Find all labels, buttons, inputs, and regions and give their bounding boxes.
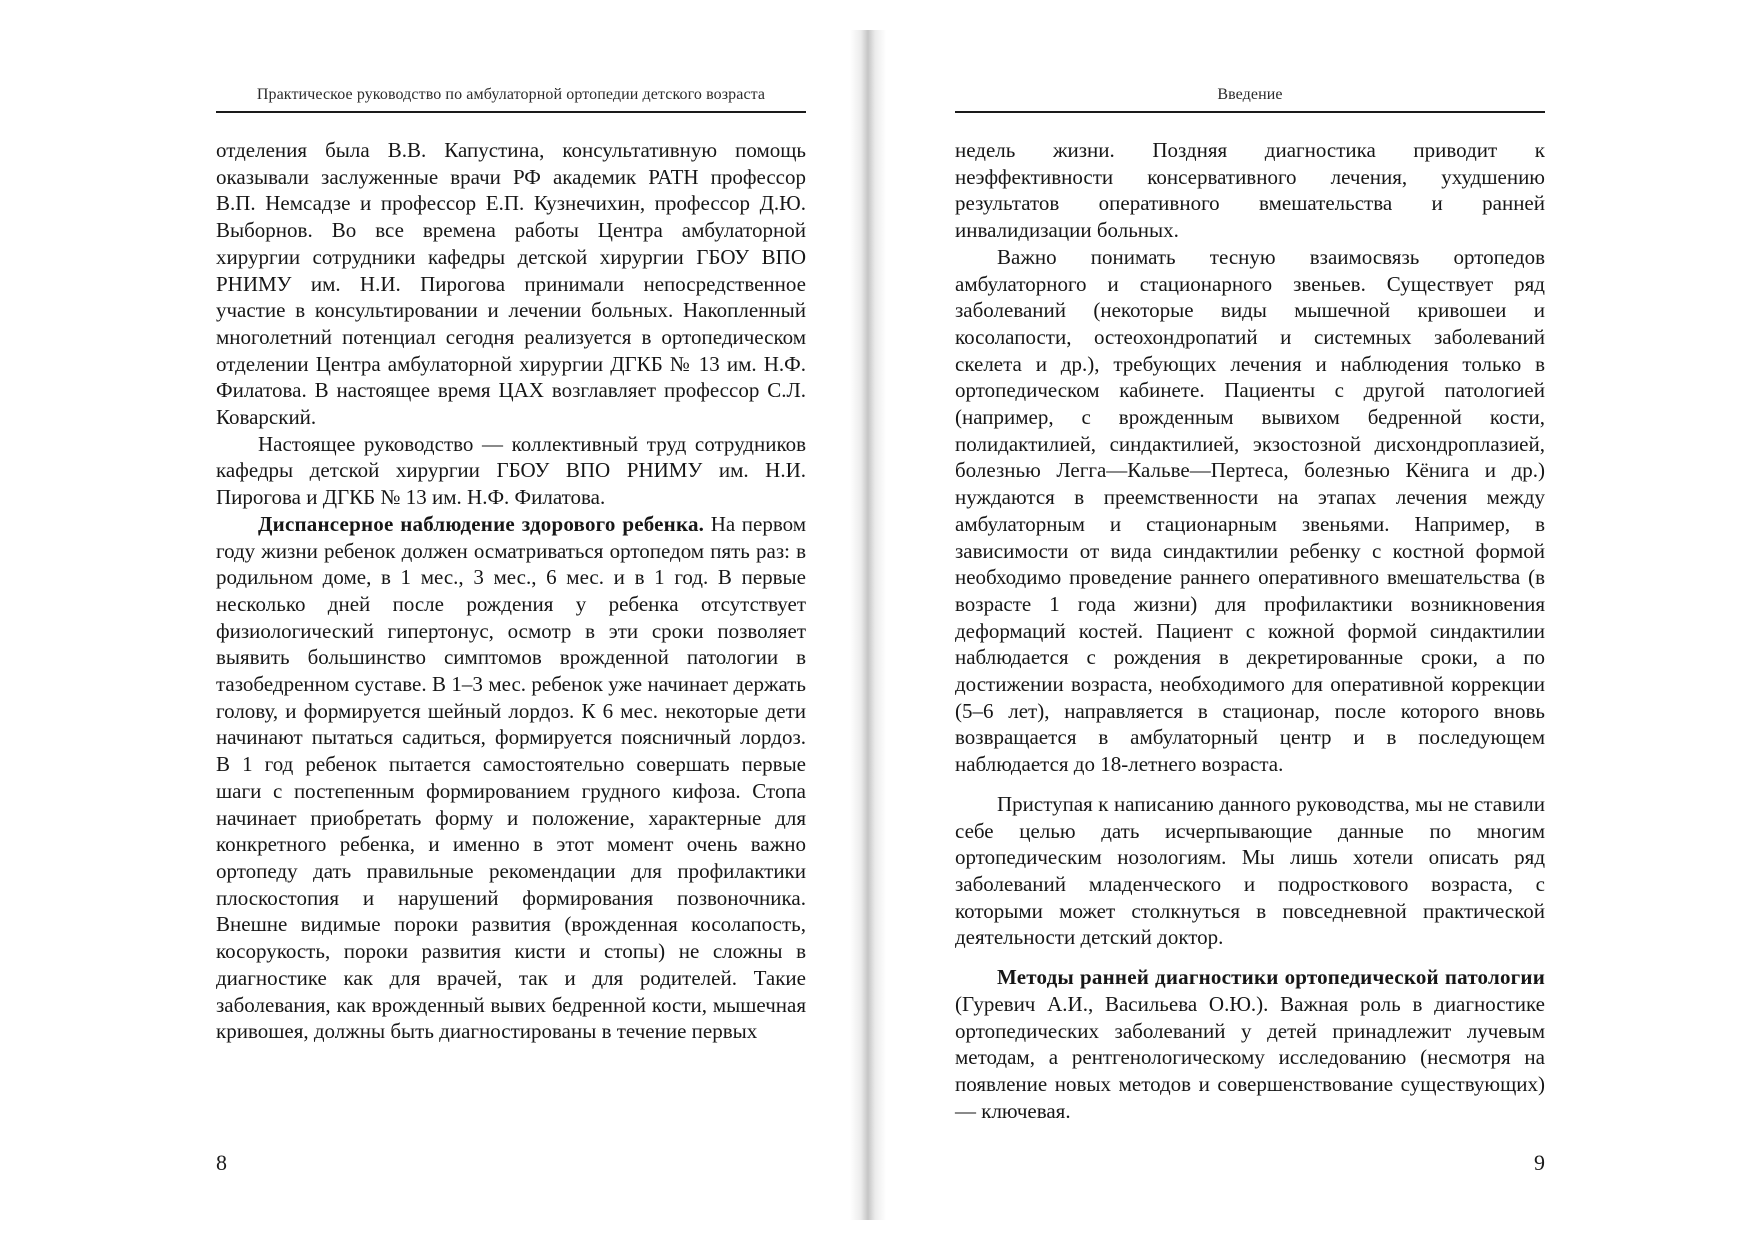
left-body-text (216, 137, 806, 1045)
right-section-heading: Методы ранней диагностики ортопедической патологии (997, 965, 1545, 990)
right-page-number: 9 (1534, 1150, 1545, 1175)
left-paragraph-1: отделения была В.В. Капустина, консультативную помощь оказывали заслуженные врачи РФ академик РАТН профессор В.П. Немсадзе и профессор Е.П. Кузнечихин, профессор Д.Ю. Выборнов. Во все времена работы Центра амбулаторной хирургии сотрудники кафедры детской хирургии ГБОУ ВПО РНИМУ им. Н.И. Пирогова принимали непосредственное участие в консультировании и лечении больных. Накопленный многолетний потенциал сегодня реализуется в ортопедическом отделении Центра амбулаторной хирургии ДГКБ № 13 им. Н.Ф. Филатова. В настоящее время ЦАХ возглавляет профессор С.Л. Коварский. (216, 138, 806, 430)
right-paragraph-4 (955, 964, 1545, 1124)
left-running-head: Практическое руководство по амбулаторной ортопедии детского возраста (256, 86, 766, 103)
right-body-text (955, 137, 1545, 1124)
right-running-head: Введение (1217, 86, 1283, 103)
right-paragraph-3: Приступая к написанию данного руководства, мы не ставили себе целью дать исчерпывающие данные по многим ортопедическим нозологиям. Мы лишь хотели описать ряд заболеваний младенческого и подросткового возраста, с которыми может столкнуться в повседневной практической деятельности детский доктор. (955, 791, 1545, 950)
right-paragraph-4-text: (Гуревич А.И., Васильева О.Ю.). Важная роль в диагностике ортопедических заболеваний у детей принадлежит лучевым методам, а рентгенологическому исследованию (несмотря на появление новых методов и совершенствование существующих) — ключевая. (955, 991, 1545, 1123)
right-paragraph-2: Важно понимать тесную взаимосвязь ортопедов амбулаторного и стационарного звеньев. Существует ряд заболеваний (некоторые виды мышечной кривошеи и косолапости, остеохондропатий и системных заболеваний скелета и др.), требующих лечения и наблюдения только в ортопедическом кабинете. Пациенты с другой патологией (например, с врожденным вывихом бедренной кости, полидактилией, синдактилией, экзостозной дисхондроплазией, болезнью Легга—Кальве—Пертеса, болезнью Кёнига и др.) нуждаются в преемственности на этапах лечения между амбулаторным и стационарным звеньями. Например, в зависимости от вида синдактилии ребенку с костной формой необходимо проведение раннего оперативного вмешательства (в возрасте 1 года жизни) для профилактики возникновения деформаций костей. Пациент с кожной формой синдактилии наблюдается с рождения в декретированные сроки, а по достижении возраста, необходимого для оперативной коррекции (5–6 лет), направляется в стационар, после которого вновь возвращается в амбулаторный центр и в последующем наблюдается до 18-летнего возраста. (955, 244, 1545, 777)
book-gutter (850, 30, 886, 1220)
left-header-rule (216, 111, 806, 113)
left-paragraph-3 (216, 511, 806, 1045)
left-page (216, 0, 806, 1240)
right-header-rule (955, 111, 1545, 113)
left-page-number: 8 (216, 1150, 227, 1175)
right-page (955, 0, 1545, 1240)
left-paragraph-2: Настоящее руководство — коллективный труд сотрудников кафедры детской хирургии ГБОУ ВПО РНИМУ им. Н.И. Пирогова и ДГКБ № 13 им. Н.Ф. Филатова. (216, 431, 806, 510)
right-paragraph-1: недель жизни. Поздняя диагностика приводит к неэффективности консервативного лечения, ухудшению результатов оперативного вмешательства и ранней инвалидизации больных. (955, 138, 1545, 243)
left-paragraph-3-text: На первом году жизни ребенок должен осматриваться ортопедом пять раз: в родильном доме, в 1 мес., 3 мес., 6 мес. и в 1 год. В первые несколько дней после рождения у ребенка отсутствует физиологический гипертонус, осмотр в эти сроки позволяет выявить большинство симптомов врожденной патологии в тазобедренном суставе. В 1–3 мес. ребенок уже начинает держать голову, и формируется шейный лордоз. К 6 мес. некоторые дети начинают пытаться садиться, формируется поясничный лордоз. В 1 год ребенок пытается самостоятельно совершать первые шаги с постепенным формированием грудного кифоза. Стопа начинает приобретать форму и положение, характерные для конкретного ребенка, и именно в этот момент очень важно ортопеду дать правильные рекомендации для профилактики плоскостопия и нарушений формирования позвоночника. Внешне видимые пороки развития (врожденная косолапость, косорукость, пороки развития кисти и стопы) не сложны в диагностике как для врачей, так и для родителей. Такие заболевания, как врожденный вывих бедренной кости, мышечная кривошея, должны быть диагностированы в течение первых (216, 511, 807, 1044)
left-section-heading: Диспансерное наблюдение здорового ребенка. (258, 511, 705, 536)
